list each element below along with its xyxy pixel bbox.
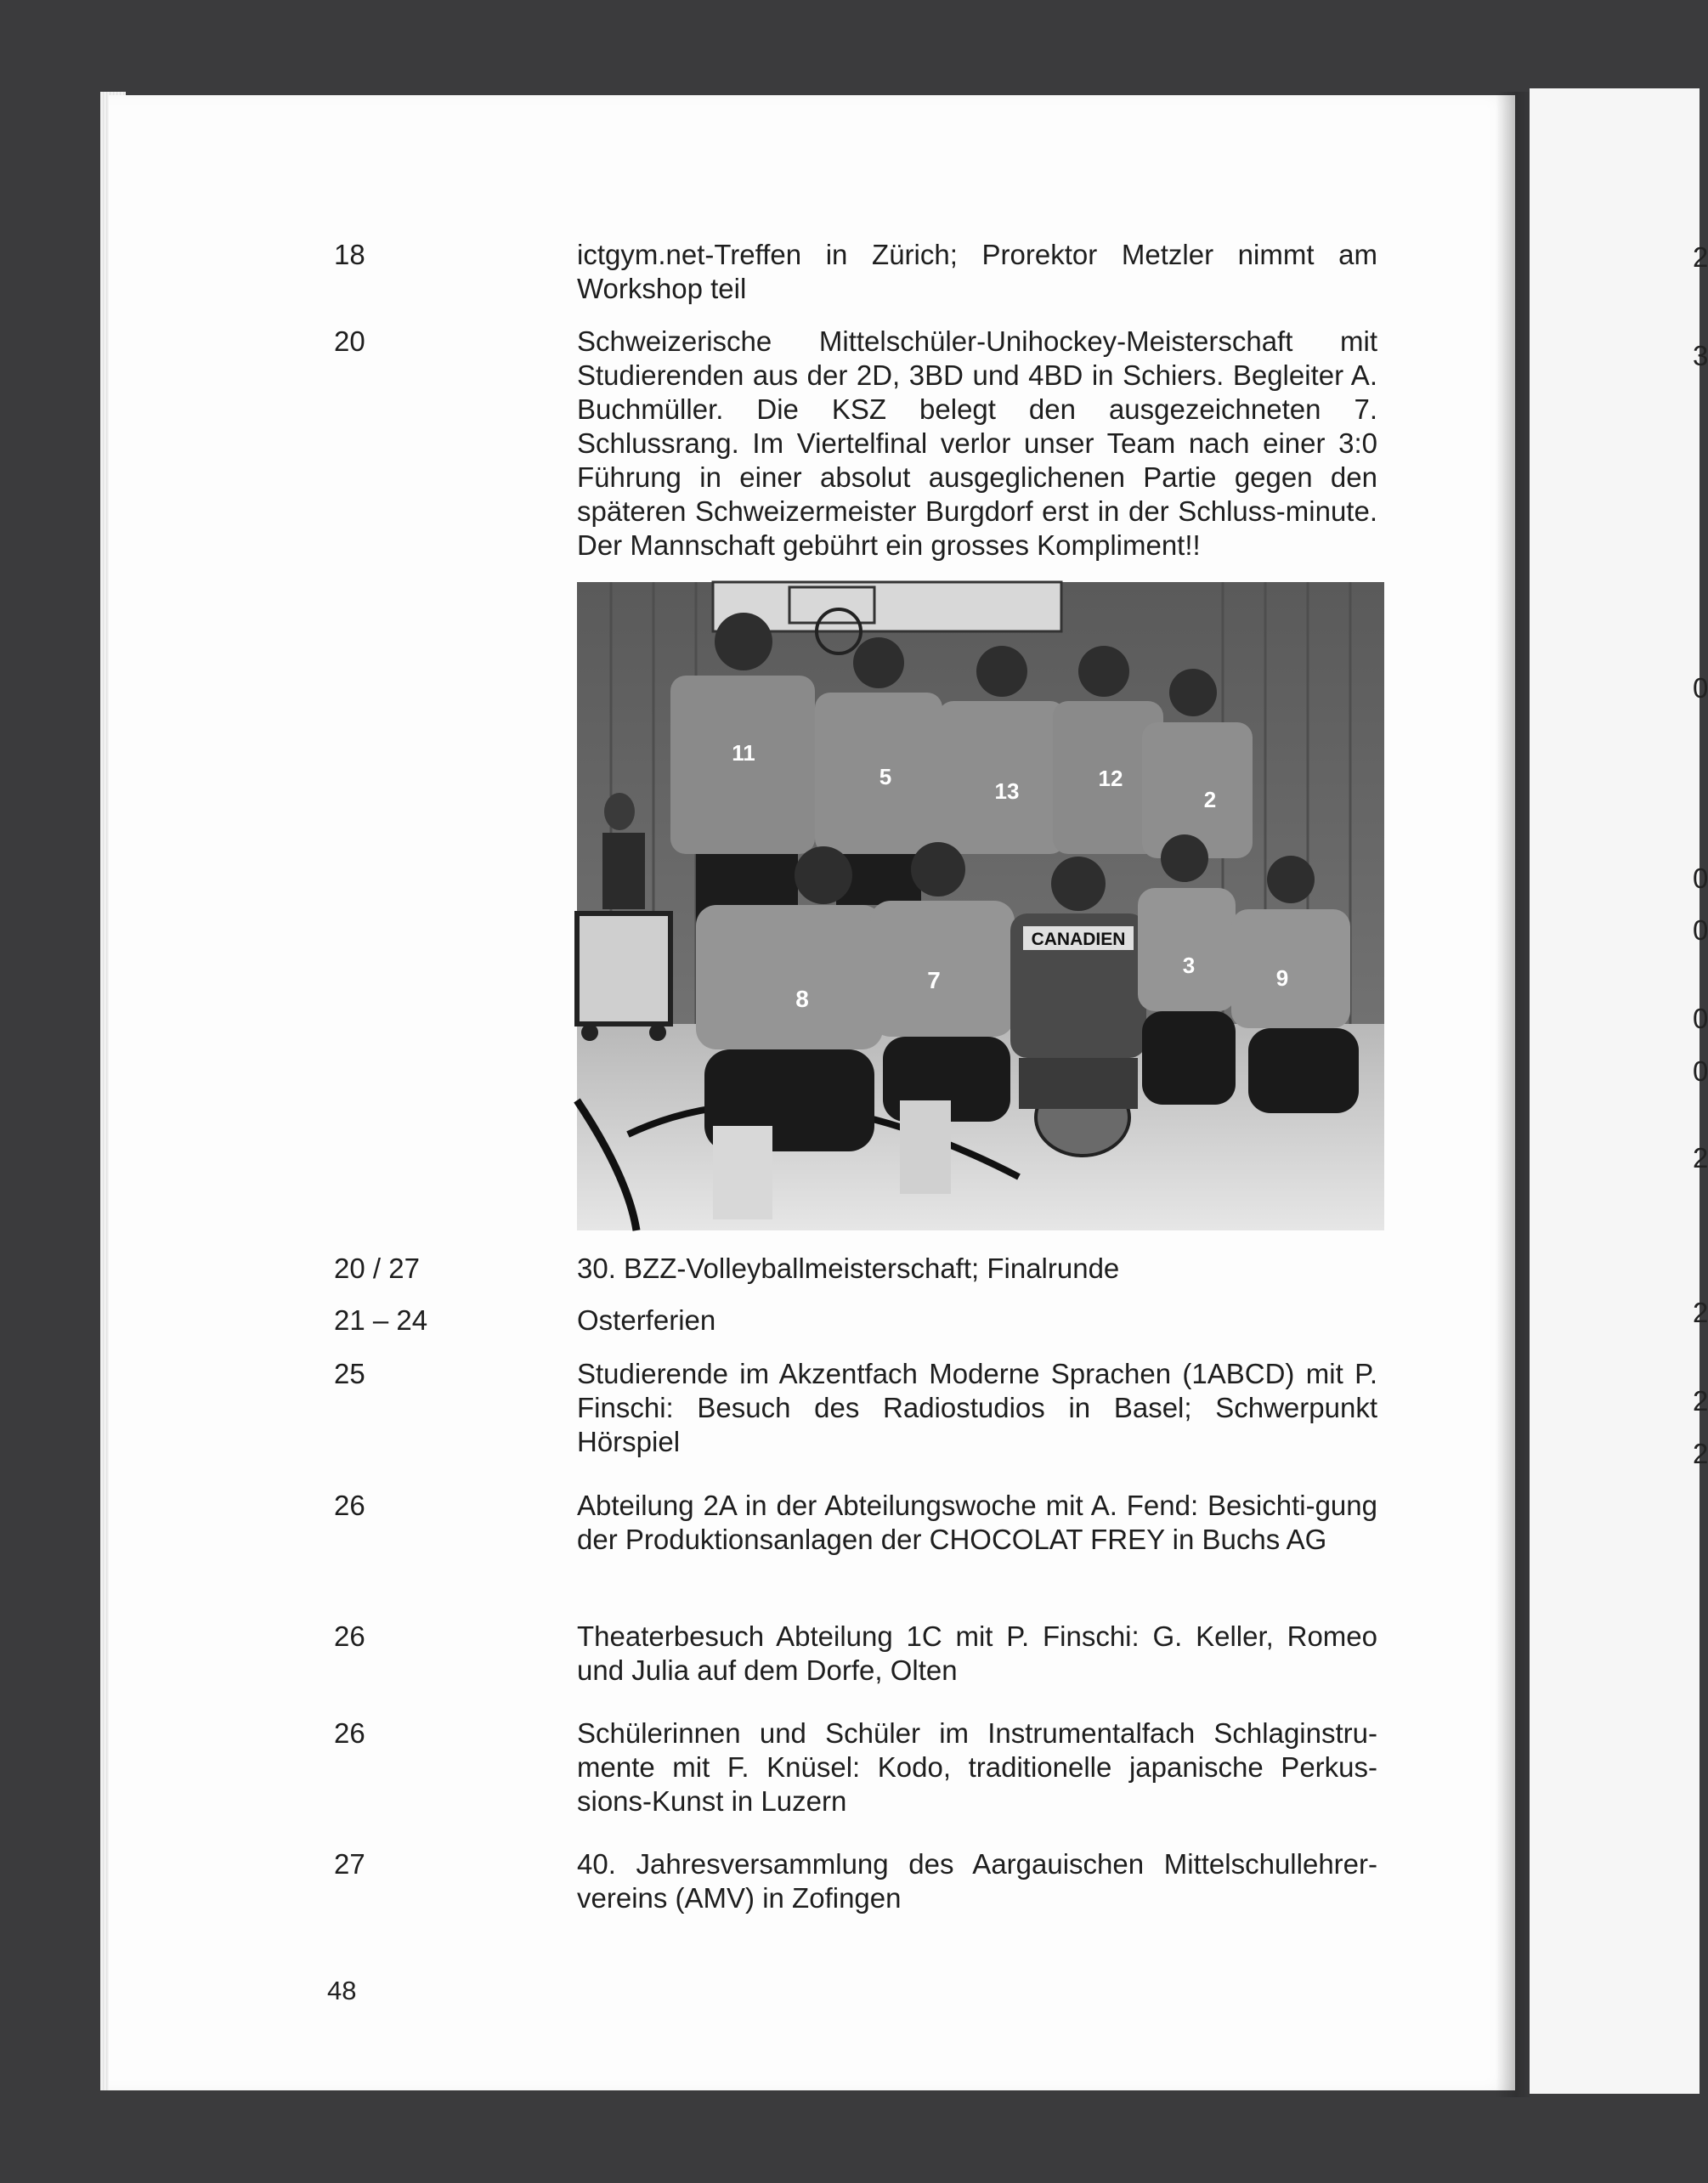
entry-description: Osterferien (577, 1304, 716, 1336)
right-page-fragment: 0 (1693, 1003, 1708, 1034)
right-page (1530, 88, 1700, 2094)
entry-date: 18 (334, 239, 365, 270)
calendar-entry (334, 325, 1379, 563)
entry-date: 26 (334, 1490, 365, 1521)
entry-date: 21 – 24 (334, 1304, 428, 1336)
entry-description: 40. Jahresversammlung des Aargauischen Mittelschullehrer-vereins (AMV) in Zofingen (577, 1848, 1377, 1914)
calendar-entry (334, 1716, 1379, 1820)
team-photo (577, 582, 1384, 1230)
entry-date: 27 (334, 1848, 365, 1880)
entry-description: Abteilung 2A in der Abteilungswoche mit A. Fend: Besichti-gung der Produktionsanlagen der CHOCOLAT FREY in Buchs AG (577, 1490, 1377, 1555)
right-page-fragment: 0 (1693, 862, 1708, 894)
jersey-number: 5 (879, 764, 892, 789)
entry-description: Schülerinnen und Schüler im Instrumentalfach Schlaginstru-mente mit F. Knüsel: Kodo, traditionelle japanische Perkus-sions-Kunst in Luzern (577, 1717, 1377, 1817)
right-page-fragment: 0 (1693, 672, 1708, 704)
right-page-fragment: 2 (1693, 1438, 1708, 1469)
calendar-entry (334, 238, 1379, 308)
entry-date: 20 / 27 (334, 1253, 420, 1284)
jersey-number: 7 (927, 967, 941, 993)
entry-description: ictgym.net-Treffen in Zürich; Prorektor Metzler nimmt am Workshop teil (577, 239, 1377, 304)
calendar-entry (334, 1304, 1379, 1338)
entry-description: 30. BZZ-Volleyballmeisterschaft; Finalrunde (577, 1253, 1120, 1284)
jersey-number: 11 (732, 740, 755, 766)
entry-description: Studierende im Akzentfach Moderne Sprachen (1ABCD) mit P. Finschi: Besuch des Radiostudios in Basel; Schwerpunkt Hörspiel (577, 1358, 1377, 1457)
entry-description: Schweizerische Mittelschüler-Unihockey-Meisterschaft mit Studierenden aus der 2D, 3BD und 4BD in Schiers. Begleiter A. Buchmüller. Die KSZ belegt den ausgezeichneten 7. Schlussrang. Im Viertelfinal verlor unser Team nach einer 3:0 Führung in einer absolut ausgeglichenen Partie gegen den späteren Schweizermeister Burgdorf erst in der Schluss-minute. Der Mannschaft gebührt ein grosses Kompliment!! (577, 325, 1377, 561)
jersey-number: 13 (994, 778, 1020, 804)
entry-description: Theaterbesuch Abteilung 1C mit P. Finschi: G. Keller, Romeo und Julia auf dem Dorfe, Olten (577, 1620, 1377, 1686)
right-page-fragment: 3 (1693, 340, 1708, 371)
calendar-entry (334, 1489, 1379, 1592)
entry-date: 26 (334, 1717, 365, 1749)
calendar-entry (334, 1252, 1379, 1286)
right-page-fragment: 2 (1693, 1297, 1708, 1328)
right-page-fragment: 2 (1693, 1142, 1708, 1174)
jersey-number: 9 (1275, 965, 1289, 991)
jersey-number: 3 (1182, 953, 1196, 978)
goalie-jersey-text: CANADIEN (1031, 930, 1126, 949)
entry-date: 25 (334, 1358, 365, 1389)
calendar-entry (334, 1620, 1379, 1689)
page-number: 48 (327, 1976, 357, 2005)
entry-date: 20 (334, 325, 365, 357)
calendar-entry (334, 1357, 1379, 1461)
right-page-fragment: 0 (1693, 914, 1708, 946)
right-page-fragment: 0 (1693, 1055, 1708, 1087)
entry-date: 26 (334, 1620, 365, 1652)
jersey-number: 12 (1098, 766, 1123, 791)
right-page-fragment: 2 (1693, 1385, 1708, 1417)
book-gutter (1496, 92, 1530, 2097)
right-page-fragment: 2 (1693, 241, 1708, 273)
calendar-entry (334, 1847, 1379, 1917)
jersey-number: 8 (795, 986, 809, 1012)
jersey-number: 2 (1203, 787, 1217, 812)
